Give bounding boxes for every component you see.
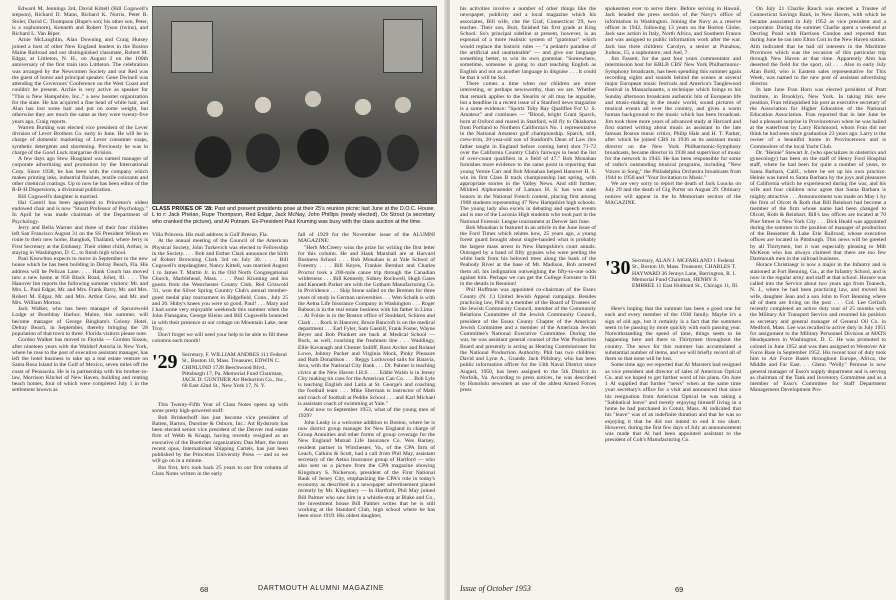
left-page-number: 68 bbox=[200, 585, 209, 594]
class-30-officers: Secretary, ALAN J. MCFARLAND 1 Federal St., Boston 10, Mass. Treasurer, CHARLES T. HAYWARD 36 Jennys Lane, Barrington, R. I. Memorial Fund Chairman, HENRY S. EMBREE 11 East Hubbard St., Chicago 11, Ill. bbox=[632, 258, 739, 289]
right-column-3 bbox=[750, 6, 886, 574]
paragraph: At the annual meeting of the Council of the American Physical Society, John Turkevich was elected to Fellowship in the Society. . . . Bob and Esther Clark announce the birth of Robert Browning Clark 3rd on July 30. . . . Bill Cogswell's stepdaughter, Nancy Kittell, was married August 1 to James T. Martin Jr. in the Old North Congregational Church, Marblehead, Mass. . . . Paul Kruming and his guests from the Westchester County Club, Red Griswold '31, won the Silver Spring Country Club's annual member-guest medal play tournament in Ridgefield, Conn., July 25 and 26. Huby's knees you were so good, Paul! . . . Mary and I had some very enjoyable weekends this summer when the John Flanagans, George Kleins and Bill Cogswells bounced in with their presence at our cottage on Mountain Lake, near Troy. bbox=[152, 238, 288, 332]
class-30-numeral: '30 bbox=[605, 257, 631, 279]
paragraph: Jim Fassett, for the past four years commentator and intermission host for KRLB CBS' New York Philharmonic-Symphony broadcasts, has been spending this summer again recording sights and sounds behind the scenes at several major European music festivals and America's Tanglewood Festival in Massachusetts, a technique which brings to his Sunday afternoon broadcasts authentic bits of European life and music-making in the music world, sound pictures of musical events all over the country, and gives a warm human background to the music which has been broadcast. Jim took three more years of advanced study at Harvard and first started writing about music as assistant to the late famous Boston music critics, Philip Hale and H. T. Parker, after which he joined CBS in 1936 as its assistant music director on the New York Philharmonic-Symphony broadcasts, became director in 1938 and supervisor of music for the network in 1943. He has been responsible for some of radio's outstanding musical programs, including "New Voices in Song," the Philadelphia Orchestra broadcasts from 1944 to 1950 and "Your Invitation to Music." bbox=[605, 56, 741, 181]
photo-caption-label: CLASS PRIXIES OF '28: bbox=[152, 206, 213, 212]
left-column-1 bbox=[12, 6, 148, 574]
right-page-number: 69 bbox=[675, 585, 684, 594]
paragraph: Jerry and Bella Warner and three of their four children left San Francisco August 31 on the SS President Wilson en route to their new home, Bangkok, Thailand, where Jerry is First Secretary at the Embassy. Their oldest child, Arthur, is staying in Washington, D. C., to finish high school. bbox=[12, 224, 148, 256]
paragraph: Dr. "Heinie" Stewart Jr. (who specializes in obstetrics and gynecology) has been on the staff of Henry Ford Hospital staff, where he had been for quite a number of years, to Santa Barbara, Calif., where he set up his own practice. Heinie was lured to Santa Barbara by the joys and pleasures of California which he experienced during the war, and his wife and four children now agree that Santa Barbara is mighty attractive . . . Announcement was made on May 1 by the firm of Olcott & Roth that Bill Reinhart had become a member of the firm whose name had been changed to Olcott, Roth & Reinhart. Bill's law offices are located at 70 Pine Street in New York City . . . Dick Heald was appointed during the summer to the position of manager of production of the Bessemer & Lake Erie Railroad, whose executive offices are located in Pittsburgh. This news will be greeted by all Thirtymen, but it was especially pleasing to Milt McKeon who has always claimed that there are too few Dartmouth men in the railroad business. bbox=[750, 149, 886, 262]
paragraph: On July 21 Charlie Rauch was elected a Trustee of Connecticut Savings Bank, in New Haven, with which he became associated in July 1952 as vice president and a corporator. During the summer Charlie spent a weekend at Decring Pond with Harrison Condon and reported that during June he ran into Elton Coit in the New Haven station. Alm indicated that he had oil interests in the Maritime Provinces which was the occasion of this particular trip through New Haven at that time. Apparently Alm has deserted the field for the sport, oil . . . Also in early July Alan Bold, who is Eastern sales representative for This Week, was named to the new post of assistant advertising director. bbox=[750, 6, 886, 87]
class-29-numeral: '29 bbox=[152, 351, 178, 373]
paragraph: "Herb McCreery wins the prize for writing the first letter for this column. He and Hank Marshall are at Harvard Business School . . . Bob Monahan is at Yale School of Forestry . . . Bill Keyes, Frankie Bernhut and Charles Proctor took a 200-mile canoe trip through the Canadian wilderness . . . Bill Kennedy, Sidney Rockwell, Hugh Gates and Kenneth Parker are with the Gotham Manufacturing Co. in Providence . . . Skip Stone sailed on the Bremen for three years of study in German universities . . . Wen Schalk is with the Aetna Life Insurance Company in Washington . . . Roger Babson is in the real estate business with his father in Lima . . . Al Folsie is in the Boston office of Stoddard, Schiren and Clark . . . Rock in Hanover, Bruce Bancroft is on the medical department . . . Earl Fyler, Sam Gaskill, Frank Foster, Wayne Beyer and Bob Plunkett are back at Medical School — Buck, as well, coaching the freshmen line . . . Waddingy, Ellie Kavanagh and Chester Sulliff, Ross Archer and Roland Lowe, Johnny Packer and Virginia Mock, Pinky Pleasure and Ruth Donaldson . . . Reggy Lockwood sails for Batavia, Java, with the National City Bank . . . Dr. Palmer is teaching civics at the New Haven J.H.S. . . . Eddie Walsh is in Jersey City making tin cans for the American Can Co. . . . Bob Lyle is teaching English and Latin at St. George's and coaching the football team . . . Mike Sherman is instructor of Math and coach of football at Peddie School . . . and Karl Michael is assistant coach of swimming at Yale." bbox=[298, 244, 435, 407]
paragraph: We are very sorry to report the death of Jack Loucks on July 29 and the death of Gig Porter on August 29. Obituary notices will appear in the In Memoriam section of the MAGAZINE. bbox=[605, 181, 741, 206]
paragraph: A few days ago Stew Hoagland was named manager of corporate advertising and promotion by the International Corp. Since 1938, he has been with the company which makes printing inks, industrial finishes, textile colorants and other chemical coatings. Up to now he has been editor of the R-B-H Dispersions, a divisional publication. bbox=[12, 156, 148, 194]
paragraph: Horace Christiaegr is now a major in the Infantry and is stationed at Fort Benning, Ga., at the Infantry School, and is now in the regular army and staff at that school. Horace was called into the Service about two years ago from Teaneck, N. J., where he had been practicing law, and moved his wife, daughter Jean and a son John to Fort Benning where all of them are living on the post . . . Col. Lee Gerlach recently completed an active duty tour of 25 months with the Military Air Transport Service and resumed his position as secretary and general manager of General Oil Co. in Medford, Mass. Lee was recalled to active duty in July 1951 for assignment to the Military Personnel Division at MATS Headquarters in Washington, D. C. He was promoted to colonel in June 1952 and was then assigned to Westover Air Force Base in September 1952. His recent tour of duty took him to Air Force Bases throughout Europe, Africa, the Middle and Far East. . . Glenn "Wolly" Penrose is now general manager of Esso's supply department and is serving as chairman of the Tank and Inventory Committee and as a member of Esso's Committee for Staff Department Management Development Pro- bbox=[750, 262, 886, 394]
paragraph: Don't forget we will need your help to be able to fill these columns each month! bbox=[152, 332, 288, 345]
paragraph: spokesmen ever to serve there. Before serving in Hawaii, Jack headed the press section of the Navy's office of information in Washington. Joining the Navy as a reserve officer in 1942, following 13 years on the Boston Globe, Jack saw action in Italy, North Africa, and Southern France and was assigned to public information work after the war. Jack has three children: Carolyn, a senior at Punahou, Judson, 15, a sophomore, and Joel, 7. bbox=[605, 6, 741, 56]
paragraph: But first, let's look back 25 years to our first column of Class Notes written in the early bbox=[152, 464, 288, 477]
photo-window-left bbox=[171, 21, 213, 73]
paragraph: There comes a time when our children are more interesting, or perhaps newsworthy, than we are. Whether that remark applies to the Stearits or all may be arguable, but a headline in a recent issue of a Stanford news magazine is a some evidence: "Sports Toby Ray Qualifies For U. S. Amateur" and continues — "Blond, bright Grant Sparch, born at Oxford and reared in Stanford, will fly to Oklahoma from Portland to Northern California's No. 1 representative in the National Amateur golf championship. Sparch, still, crew-trim, 20-year-old son of Stanford's Dean of Law (his father taught in England before coming here) shot 71-72 over the California Country Club's fairways to head the list of over-count qualifiers in a field of 47." Bob Monahan furnishes more evidence to the same point in reporting that young Vernie Carr and Bob Monahan helped Hanover H. S. win its first Class B track championship last spring, with appropriate stories in the Valley News. And still further, Mildred Alphonsender of Lamacs H. S. has won state honors in the National French contest, placing first among 1908 students representing 47 New Hampshire high schools. The young lady also excels in debating and speech events and is one of the Laconia High students who took part in the National Forensic League tournament at Denver last June. bbox=[460, 81, 596, 225]
paragraph: Some time ago we reported that Al Marsters had resigned as vice president and director of sales of American Optical Co. and we hoped to get further word of his plans. On June 1 Al supplied that further "news" when at the same time your secretary's office for a visit and announced that since his resignation from American Optical he was taking a "Sabbatical leave" and merely enjoying himself living in a home he had purchased in Cotuit, Mass. Al indicated that his "leave" was of an indefinite duration and that he was so enjoying it that he did not intend to end it too short. However, during the first few days of July an announcement was made that Al had been appointed assistant to the president of Colt's Manufacturing Co. bbox=[605, 362, 741, 444]
left-column-2-bottom bbox=[152, 402, 288, 574]
photo-caption-text: Past and present presidents pose at their 25's reunion picnic last June at the D.O.C. House. L to r: Jack Phelan, Rupe Thompson, Red Edgar, Jack McNay, John Phillips (newly elected), Ox Strout (a secretary who cranked the picture), and Al Putnam. Ex-President Paul Kruming was busy with the class auction at the time. bbox=[152, 206, 436, 225]
right-column-2-top bbox=[605, 6, 741, 246]
paragraph: This Twenty-Fifth Year of Class Notes opens up with some pretty high-powered stuff: bbox=[152, 402, 288, 415]
class-29-officers: Secretary, F. WILLIAM ANDRES 111 Federal St., Boston 10, Mass. Treasurer, EDWIN C. CHINLUND 1728 Beechwood Blvd., Pittsburgh 17, Pa. Memorial Fund Chairman, JACK D. GUNTHER Air Reduction Co., Inc., 60 East 42nd St., New York 17, N. Y. bbox=[182, 352, 287, 390]
class-reunion-photo bbox=[152, 6, 437, 204]
paragraph: Phil Hoffman was appointed co-chairman of the Essex County (N. J.) United Jewish Appeal campaign. Besides practicing law, Phil is a member of the Board of Trustees of the Jewish Community Council, member of the Community Relations Committee of the Jewish Community Council, president of the Essex County Chapter of the American Jewish Committee and a member of the American Jewish Committee's National Executive Committee. During the war, he was assistant general counsel of the War Production Board and presently is acting as Hearing Commissioner for the National Production Authority. Phil has two children: David and Lynn A., Grande. Jack Pillsbury, who has been public information officer for the 13th Naval District since August, 1950, has been assigned to the 5th District in Norfolk, Va. According to press notices, he was described by Honolulu newsmen as one of the ablest Armed Forces press bbox=[460, 287, 596, 394]
right-column-1 bbox=[460, 6, 596, 574]
paragraph: Bob Monahan is featured in an article in the June issue of the Ford Times which relates how, 25 years ago, a young forest guard brought about single-handed what is probably the largest mass arrest in New Hampshire's court annals. Outraged by a band of fifty gypsies who were peeling the white bark from his beloved trees along the bank of the Peabody River at the base of Mt. Madison, Bob arrested them all, his indignation outweighing the fifty-to-one odds against him. Perhaps we can get the College Forester to fill in the details in Reunion! bbox=[460, 224, 596, 287]
right-page bbox=[450, 0, 896, 600]
paragraph: Edward M. Jennings 3rd, David Kittell (Bill Cogswell's stepson), Richard D. Mann, Richard K. Norris, Peter R. Stoler, David C. Thompson (Rupe's son; his other son, Peter, is a sophomore), Kenneth and Robert Tyson (twins), and Richard L. Van Riper. bbox=[12, 6, 148, 37]
left-page bbox=[0, 0, 446, 600]
photo-window-right bbox=[383, 19, 423, 73]
paragraph: Villa Princess. His mail address is Gulf Breeze, Fla. bbox=[152, 232, 269, 238]
paragraph: Here's hoping that the summer has been a good one for each and every member of the 1930 family. Maybe it's a sign of old age, but it certainly is a fact that the summers seem to be passing by more quickly with each passing year. Notwithstanding the speed of time, things seem to be happening here and there to Thirtymen throughout the country. The news for this summer has accumulated a substantial number of items, and we will briefly record all of them so that none will be lost. bbox=[605, 306, 741, 362]
left-column-3 bbox=[298, 232, 435, 574]
paragraph: Hal Cantril has been appointed to Princeton's oldest endowed chair and is now "Stuart Professor of Psychology." In April he was made chairman of the Department of Psychology. bbox=[12, 199, 148, 225]
photo-caption bbox=[152, 206, 435, 225]
paragraph: Bill Cogswell's daughter is married. bbox=[18, 193, 99, 200]
paragraph: Gordon Walker has moved to Florida — Gordon Sisson, after nineteen years with the Waldorf Astoria in New York, where he rose to the post of executive assistant manager, has left the hotel business to take up a real estate venture on Santa Rosa Island in the Gulf of Mexico, seven miles off the coast of Pensacola. He is in partnership with his brother-in-law, Morrison Kitchel of New Haven, building and renting beach homes, four of which were completed July 1 in the settlement known as bbox=[12, 337, 148, 394]
paragraph: his activities involve a number of other things like the newspaper, publicity and a local magazine which his associates, Bill wife, cite the Graf, Connecticut '29, two teaches. Their son, Burt, finished his first grade at King School. So's principal sideline at present, however, is an espousal of a more realistic system of "grammar" which would replace the historic rules — "a pedant's paradise of the artificial and unattainable" — and give our language something better, to win its own grammar. "Somewhere, sometime, someone is going to start teaching English as English and not as another language in disguise . . . It could be that it will be Sol. bbox=[460, 6, 596, 81]
paragraph: Arnie McLaughlin, Alan Downing and Craig Hutsey joined a host of other New England leaders in the Boston Maine Railroad and our distinguished classmate, Robert M. Edgar, at Littleton, N. H., on August 2 on the 100th anniversary of the first train into Littleton. The celebration was arranged by the Newcomen Society and our Red was the guest of honor and principal speaker. Gene Dwinell was attending the Governors' Conference on the West Coast and couldn't be present. Archie is very active as speaker for "This is New Hampshire, Inc.," a new booster organization for the state. He has acquired a fine head of white hair, and Alan has lost some hair and put on some weight, but otherwise they are much the same as they were twenty-five years ago, Craig reports. bbox=[12, 37, 148, 125]
paragraph: And now to September 1953, what of the young men of 1929? bbox=[298, 407, 435, 420]
issue-date-footer: Issue of October 1953 bbox=[460, 584, 531, 593]
paragraph: Bob Brinkerhoff has just become vice president of Batten, Barton, Durstine & Osborn, Inc.: Art Rydstrom has been elected senior vice president of the Denver real estate firm of Webb & Knapp, having recently resigned as an executive of the Boettcher organization; Dan Marr, the most recent opus, International Shipping Cartels, has just been published by the Princeton University Press — and so we will go on in a minute. bbox=[152, 414, 288, 465]
magazine-title-footer: DARTMOUTH ALUMNI MAGAZINE bbox=[258, 585, 385, 592]
paragraph: John Leahy is a welcome addition to Boston, where he is now district group manager for New England in charge of Group Annuities and other forms of group coverage for the New England Mutual Life Insurance Co. Wes Barney, resident partner in Winchester, Va., of the CPA firm of Leach, Calkins & Scott, had a call from Phil May, assistant secretary of the Aetna Insurance group of Hartford — who also sent us a picture from the CPA magazine showing Kingsbury S. Nickerson, president of the First National Bank of Jersey City, emphasizing the CPA's role in today's economy as described in a newspaper advertisement placed recently by Mr. Kingsbury — In Hartford, Phil May joined Bill Palmer who saw him in a whistle-stop at Blake and Co., the investment house Bill Palmer writes that he is still working at the Standard Club, high school where he has been since 1919. His oldest daughter, bbox=[298, 419, 435, 520]
paragraph: In late June Fran Horn was elected president of Pratt Institute, in Brooklyn, New York. In taking this new position, Fran relinquished his post as executive secretary of the Association for Higher Education of the National Education Association. Fran reported that in late June he had a pleasant surprise in Provincetown when he was hailed at the waterfront by Larry Richmond, whom Fran did not think he had seen since graduation 23 years ago. Larry is the owner of a beautiful home in Provincetown and is Commodore of the local Yacht Club. bbox=[750, 87, 886, 150]
right-column-2-bottom bbox=[605, 306, 741, 574]
left-column-2-top bbox=[152, 232, 288, 345]
paragraph: Paul Knowlton expects to move in September to the new house which he has been building in Delray Beach, Fla. His address will be Pelican Lane. . . . Hank Couch has moved into a new home at 956 Black Road, Joliet, Ill. . . . The Hanover Inn reports the following summer visitors: Mr. and Mrs. L. Paul Edgar, Mr. and Mrs. Frank Barry, Mr. and Mrs. Robert M. Edgar, Mr. and Mrs. Arthur Gow, and Mr. and Mrs. William Morton. bbox=[12, 256, 148, 306]
paragraph: Jack Walker, who has been manager of Sprucewold Lodge at Boothbay Harbor, Maine, this summer, will become manager of George Bingham's Colony Hotel, Delray Beach, in September, thereby bringing the '28 population of that town to three. Florida visitors please note. bbox=[12, 306, 148, 337]
paragraph: Warren Burding was elected vice president of the Lever division of Lever Brothers Co. early in June. He will be in charge of domestic marketing of Lever consumer soaps, synthetic detergents and shortening. Previously he was in charge of the Good Luck margarine division. bbox=[12, 124, 148, 156]
paragraph: fall of 1929 for the November issue of the ALUMNI MAGAZINE: bbox=[298, 232, 435, 245]
